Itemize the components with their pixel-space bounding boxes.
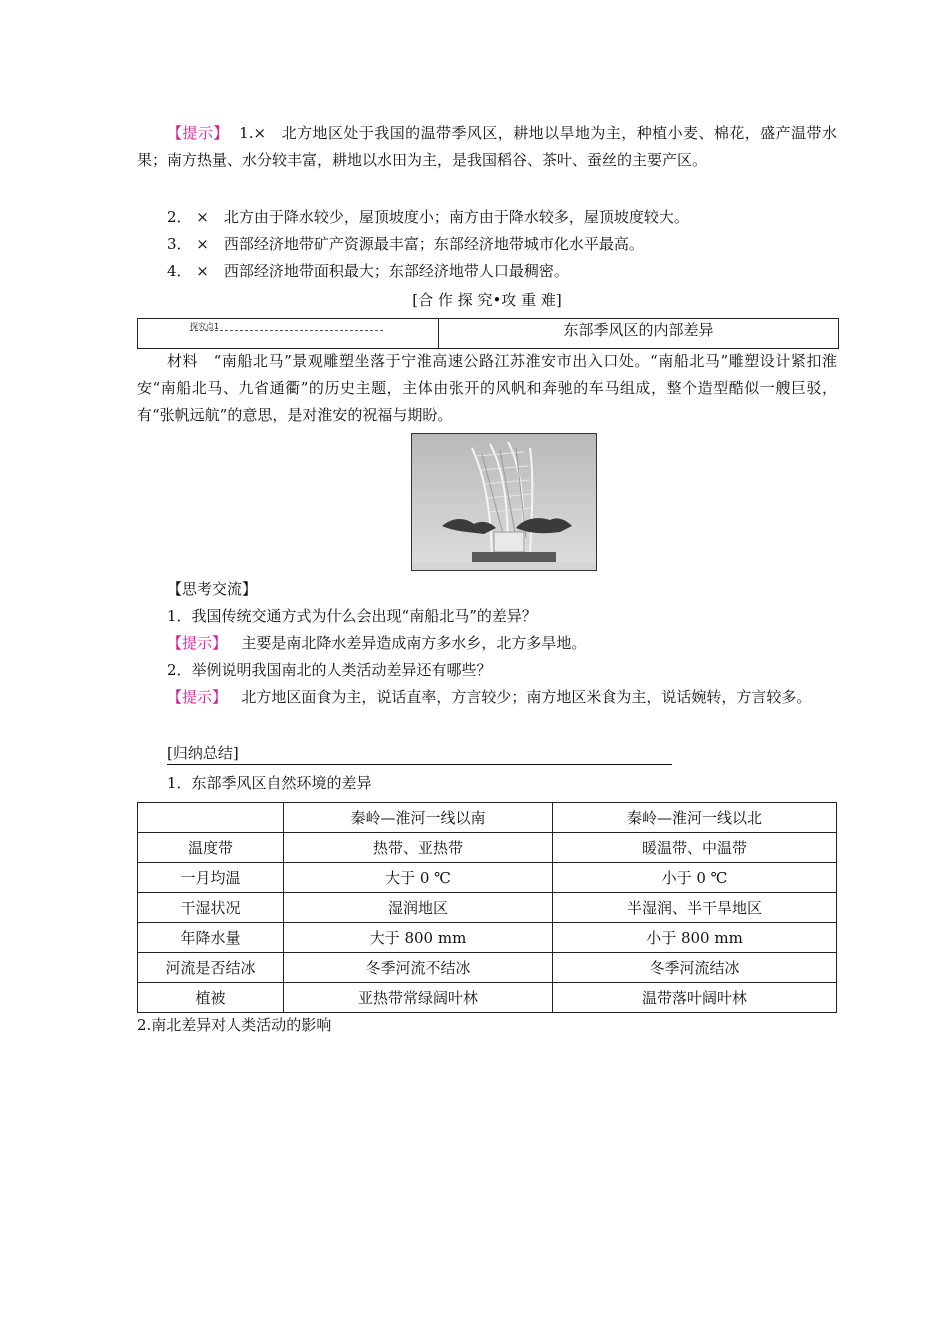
table-cell: 河流是否结冰 <box>138 953 284 983</box>
think-question-1: 1．我国传统交通方式为什么会出现“南船北马”的差异？ <box>167 607 537 625</box>
table-row <box>138 983 837 1013</box>
table-header-cell <box>138 803 284 833</box>
hint-item-3: 3． × 西部经济地带矿产资源最丰富；东部经济地带城市化水平最高。 <box>167 235 644 253</box>
environment-comparison-table <box>137 802 837 1013</box>
table-cell: 一月均温 <box>138 863 284 893</box>
table-cell: 冬季河流结冰 <box>553 953 837 983</box>
table-cell: 暖温带、中温带 <box>553 833 837 863</box>
summary-item-2: 2.南北差异对人类活动的影响 <box>137 1016 332 1034</box>
explore-point-tag-cell <box>138 319 439 348</box>
table-row <box>138 953 837 983</box>
table-cell: 大于 800 mm <box>284 923 553 953</box>
table-cell: 小于 0 ℃ <box>553 863 837 893</box>
section-heading: [合 作 探 究•攻 重 难] <box>412 291 562 309</box>
table-cell: 湿润地区 <box>284 893 553 923</box>
explore-point-box <box>137 318 839 349</box>
think-answer-1 <box>167 630 837 657</box>
explore-point-title: 东部季风区的内部差异 <box>563 321 714 339</box>
answer-2-text: 北方地区面食为主，说话直率，方言较少；南方地区米食为主，说话婉转，方言较多。 <box>241 688 812 706</box>
table-cell: 温带落叶阔叶林 <box>553 983 837 1013</box>
table-row <box>138 923 837 953</box>
table-header-cell: 秦岭—淮河一线以南 <box>284 803 553 833</box>
material-paragraph: 材料 “南船北马”景观雕塑坐落于宁淮高速公路江苏淮安市出入口处。“南船北马”雕塑设计紧扣淮安“南船北马、九省通衢”的历史主题，主体由张开的风帆和奔驰的车马组成，整个造型酷似一艘巨驳，有“张帆远航”的意思，是对淮安的祝福与期盼。 <box>137 352 837 424</box>
table-cell: 温度带 <box>138 833 284 863</box>
table-cell: 热带、亚热带 <box>284 833 553 863</box>
table-row <box>138 863 837 893</box>
hint-label: 【提示】 <box>167 124 229 142</box>
table-cell: 大于 0 ℃ <box>284 863 553 893</box>
table-cell: 亚热带常绿阔叶林 <box>284 983 553 1013</box>
answer-1-text: 主要是南北降水差异造成南方多水乡，北方多旱地。 <box>241 634 587 652</box>
table-row <box>138 833 837 863</box>
table-cell: 植被 <box>138 983 284 1013</box>
table-header-row <box>138 803 837 833</box>
table-cell: 干湿状况 <box>138 893 284 923</box>
table-cell: 年降水量 <box>138 923 284 953</box>
hint-paragraph-1 <box>137 120 837 174</box>
dashed-divider <box>190 330 383 331</box>
hint-item-2: 2． × 北方由于降水较少，屋顶坡度小；南方由于降水较多，屋顶坡度较大。 <box>167 208 689 226</box>
sculpture-photo <box>411 433 597 571</box>
summary-item-1: 1．东部季风区自然环境的差异 <box>167 774 372 792</box>
table-header-cell: 秦岭—淮河一线以北 <box>553 803 837 833</box>
hint-item-4: 4． × 西部经济地带面积最大；东部经济地带人口最稠密。 <box>167 262 569 280</box>
sculpture-image <box>412 434 596 570</box>
think-question-2: 2．举例说明我国南北的人类活动差异还有哪些？ <box>167 661 492 679</box>
hint-label: 【提示】 <box>167 634 228 652</box>
table-row <box>138 893 837 923</box>
think-heading: 【思考交流】 <box>167 580 258 598</box>
table-cell: 半湿润、半干旱地区 <box>553 893 837 923</box>
explore-point-tag: 探究点1 <box>190 322 220 331</box>
table-cell: 冬季河流不结冰 <box>284 953 553 983</box>
hint-label: 【提示】 <box>167 688 228 706</box>
table-cell: 小于 800 mm <box>553 923 837 953</box>
think-answer-2 <box>137 684 837 711</box>
hint-item1-text: 北方地区处于我国的温带季风区，耕地以旱地为主，种植小麦、棉花，盛产温带水果；南方热量、水分较丰富，耕地以水田为主，是我国稻谷、茶叶、蚕丝的主要产区。 <box>137 124 837 169</box>
hint-item1-number: 1.× <box>239 124 267 142</box>
summary-heading: [归纳总结] <box>167 744 239 762</box>
